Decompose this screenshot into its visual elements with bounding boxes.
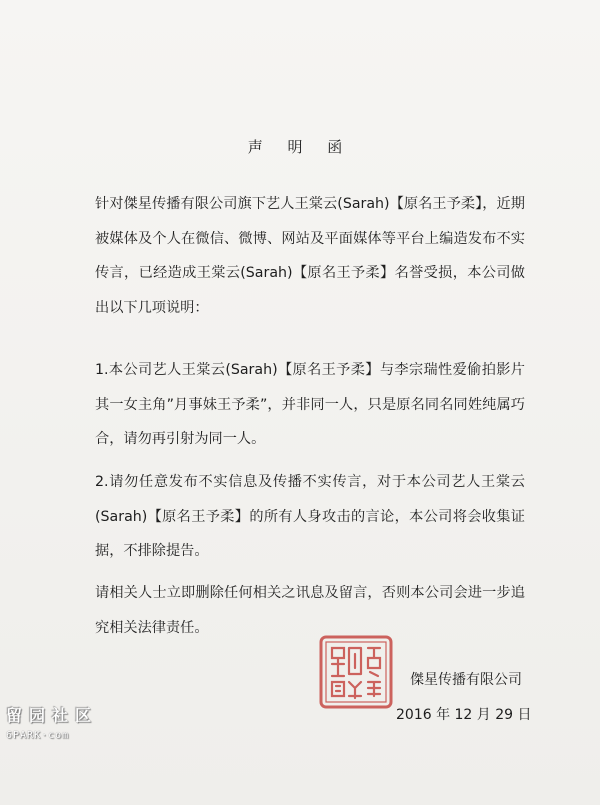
watermark-latin: 6PARK·com bbox=[6, 730, 70, 741]
document-date: 2016 年 12 月 29 日 bbox=[396, 707, 532, 723]
company-seal-icon bbox=[318, 634, 394, 710]
watermark-chinese: 留园社区 bbox=[6, 706, 99, 725]
intro-paragraph: 针对傑星传播有限公司旗下艺人王棠云(Sarah)【原名王予柔】，近期被媒体及个人在微信、微博、网站及平面媒体等平台上编造发布不实传言，已经造成王棠云(Sarah)【原名王予柔】名誉受损，本公司做出以下几项说明： bbox=[95, 196, 525, 316]
statement-item-2: 2.请勿任意发布不实信息及传播不实传言，对于本公司艺人王棠云(Sarah)【原名王予柔】的所有人身攻击的言论，本公司将会收集证据，不排除提告。 bbox=[95, 474, 525, 559]
document-title: 声 明 函 bbox=[247, 138, 353, 156]
closing-paragraph: 请相关人士立即删除任何相关之讯息及留言，否则本公司会进一步追究相关法律责任。 bbox=[95, 585, 525, 636]
watermark bbox=[6, 703, 101, 741]
company-name: 傑星传播有限公司 bbox=[410, 672, 522, 688]
statement-item-1: 1.本公司艺人王棠云(Sarah)【原名王予柔】与李宗瑞性爱偷拍影片其一女主角”月事妹王予柔”，并非同一人，只是原名同名同姓纯属巧合，请勿再引射为同一人。 bbox=[95, 362, 525, 447]
